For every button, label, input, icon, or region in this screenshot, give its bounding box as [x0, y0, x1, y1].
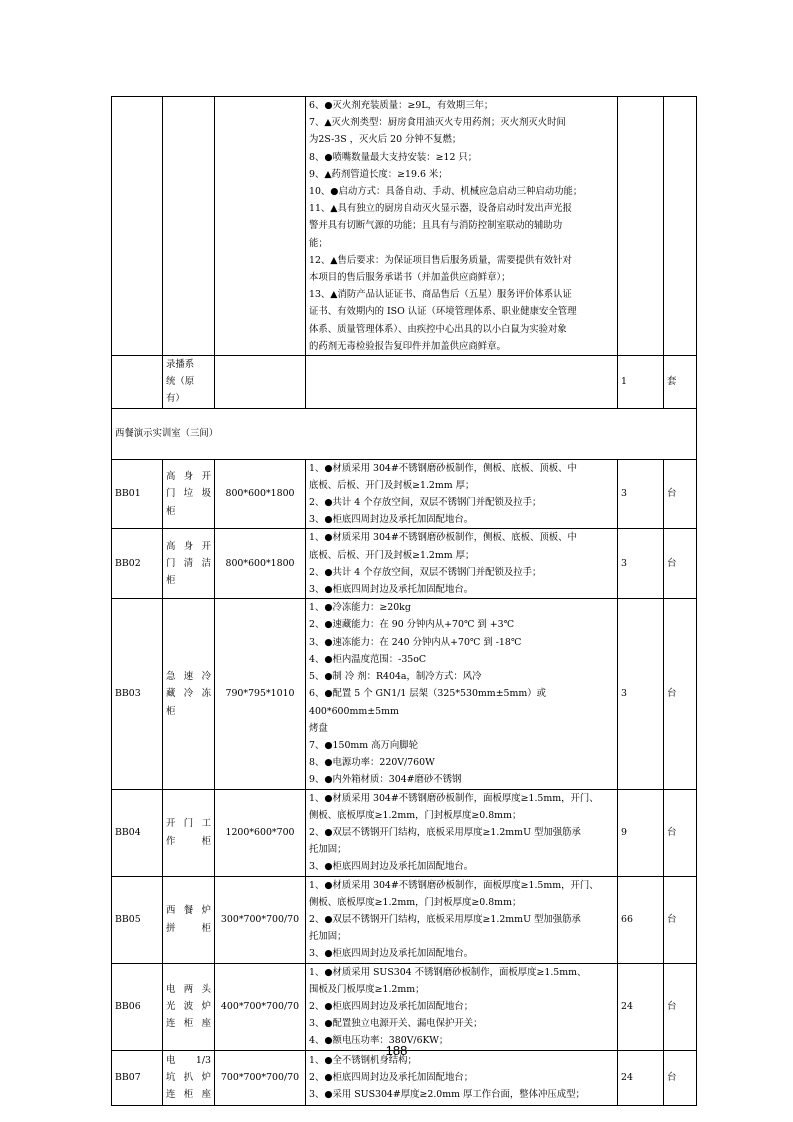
item-size-cell: 1200*600*700: [215, 789, 306, 876]
page-number: 188: [385, 1043, 408, 1058]
item-name-cell: [163, 789, 215, 876]
spec-line: 10、●启动方式：具备自动、手动、机械应急启动三种启动功能；: [309, 186, 583, 198]
name-line: 柜: [166, 705, 176, 717]
table-row: [112, 356, 697, 409]
spec-line: 3、●柜底四周封边及承托加固配地台。: [309, 584, 474, 596]
item-unit-cell: 台: [664, 599, 697, 789]
spec-line: 烤盘: [309, 722, 328, 734]
item-name-cell: [163, 459, 215, 529]
item-size-cell: 300*700*700/70: [215, 876, 306, 963]
item-qty-cell: 9: [618, 789, 664, 876]
name-line: 高身开: [166, 541, 211, 553]
spec-line: 底板、后板、开门及封板≥1.2mm 厚；: [309, 479, 475, 491]
spec-line: 1、●材质采用 SUS304 不锈钢磨砂板制作，面板厚度≥1.5mm、: [309, 966, 587, 978]
spec-line: 9、●内外箱材质：304#磨砂不锈钢: [309, 774, 462, 786]
spec-line: 体系、质量管理体系）、由疾控中心出具的以小白鼠为实验对象: [309, 323, 567, 335]
spec-line: 2、●柜底四周封边及承托加固配地台；: [309, 1071, 474, 1083]
spec-line: 4、●柜内温度范围：-35oC: [309, 653, 427, 665]
item-code-cell: [112, 97, 163, 356]
section-title: 西餐演示实训室（三间）: [112, 408, 697, 459]
item-code-cell: BB05: [112, 876, 163, 963]
item-code-cell: BB02: [112, 529, 163, 599]
table-row: [112, 1050, 697, 1105]
item-code-cell: BB07: [112, 1050, 163, 1105]
spec-line: 围板及门板厚度≥1.2mm；: [309, 983, 425, 995]
item-unit-cell: 台: [664, 963, 697, 1050]
name-line: 光波炉: [166, 1000, 211, 1012]
spec-line: 侧板、底板厚度≥1.2mm，门封板厚度≥0.8mm；: [309, 896, 522, 908]
table-row: [112, 876, 697, 963]
item-name-cell: [163, 97, 215, 356]
name-line: 录播系: [166, 359, 195, 371]
spec-line: 4、●额电压功率：380V/6KW；: [309, 1035, 449, 1047]
item-size-cell: 400*700*700/70: [215, 963, 306, 1050]
name-line: 柜: [166, 505, 176, 517]
item-unit-cell: 台: [664, 789, 697, 876]
name-line: 坑扒炉: [166, 1071, 211, 1083]
table-row: [112, 97, 697, 356]
name-line: 有）: [166, 393, 185, 405]
name-line: 门垃圾: [166, 488, 211, 500]
spec-line: 2、●共计 4 个存放空间，双层不锈钢门并配锁及拉手；: [309, 497, 542, 509]
spec-line: 12、▲售后要求：为保证项目售后服务质量，需要提供有效针对: [309, 254, 572, 266]
item-name-cell: [163, 963, 215, 1050]
spec-line: 3、●柜底四周封边及承托加固配地台。: [309, 861, 474, 873]
item-name-cell: [163, 356, 215, 409]
item-spec-cell: [306, 963, 618, 1050]
item-unit-cell: 台: [664, 529, 697, 599]
spec-line: 1、●材质采用 304#不锈钢磨砂板制作，侧板、底板、顶板、中: [309, 532, 577, 544]
spec-line: 2、●柜底四周封边及承托加固配地台；: [309, 1000, 474, 1012]
spec-line: 2、●共计 4 个存放空间，双层不锈钢门并配锁及拉手；: [309, 566, 542, 578]
item-qty-cell: 3: [618, 529, 664, 599]
item-unit-cell: 台: [664, 876, 697, 963]
spec-line: 3、●柜底四周封边及承托加固配地台。: [309, 514, 474, 526]
item-qty-cell: 24: [618, 1050, 664, 1105]
spec-line: 13、▲消防产品认证证书、商品售后（五星）服务评价体系认证: [309, 289, 572, 301]
item-qty-cell: 24: [618, 963, 664, 1050]
spec-line: 2、●速藏能力：在 90 分钟内从+70℃ 到 +3℃: [309, 619, 515, 631]
spec-line: 3、●柜底四周封边及承托加固配地台。: [309, 948, 474, 960]
name-line: 高身开: [166, 471, 211, 483]
item-name-cell: [163, 876, 215, 963]
name-line: 开门工: [166, 818, 211, 830]
item-code-cell: BB03: [112, 599, 163, 789]
spec-line: 8、●电源功率：220V/760W: [309, 757, 435, 769]
spec-line: 1、●材质采用 304#不锈钢磨砂板制作，面板厚度≥1.5mm，开门、: [309, 792, 599, 804]
item-size-cell: 800*600*1800: [215, 459, 306, 529]
item-spec-cell: [306, 459, 618, 529]
item-code-cell: BB06: [112, 963, 163, 1050]
item-spec-cell: [306, 599, 618, 789]
spec-line: 2、●双层不锈钢开门结构，底板采用厚度≥1.2mmU 型加强筋承: [309, 826, 581, 838]
spec-line: 9、▲药剂管道长度：≥19.6 米；: [309, 168, 448, 180]
name-line: 电 1/3: [166, 1054, 211, 1066]
spec-line: 5、●制 冷 剂：R404a，制冷方式：风冷: [309, 671, 482, 683]
item-code-cell: [112, 356, 163, 409]
name-line: 急速冷: [166, 671, 211, 683]
item-qty-cell: 3: [618, 459, 664, 529]
item-unit-cell: [664, 97, 697, 356]
spec-line: 侧板、底板厚度≥1.2mm，门封板厚度≥0.8mm；: [309, 809, 522, 821]
item-qty-cell: 1: [618, 356, 664, 409]
table-row: [112, 529, 697, 599]
spec-line: 证书、有效期内的 ISO 认证（环境管理体系、职业健康安全管理: [309, 306, 577, 318]
item-unit-cell: 台: [664, 1050, 697, 1105]
item-spec-cell: [306, 789, 618, 876]
item-name-cell: [163, 1050, 215, 1105]
item-size-cell: [215, 356, 306, 409]
spec-line: 8、●喷嘴数量最大支持安装：≥12 只；: [309, 151, 478, 163]
item-name-cell: [163, 529, 215, 599]
spec-line: 为2S-3S ，灭火后 20 分钟不复燃；: [309, 134, 462, 146]
item-spec-cell: [306, 1050, 618, 1105]
spec-line: 本项目的售后服务承诺书（并加盖供应商鲜章）；: [309, 272, 511, 284]
spec-line: 1、●全不锈钢机身结构；: [309, 1054, 417, 1066]
spec-line: 托加固；: [309, 931, 347, 943]
spec-line: 6、●灭火剂充装质量：≥9L，有效期三年；: [309, 100, 494, 111]
spec-line: 2、●双层不锈钢开门结构，底板采用厚度≥1.2mmU 型加强筋承: [309, 913, 581, 925]
spec-line: 11、▲具有独立的厨房自动灭火显示器，设备启动时发出声光报: [309, 203, 572, 215]
spec-line: 1、●材质采用 304#不锈钢磨砂板制作，面板厚度≥1.5mm，开门、: [309, 879, 599, 891]
item-unit-cell: 台: [664, 459, 697, 529]
item-spec-cell: [306, 876, 618, 963]
name-line: 拼柜: [166, 922, 211, 934]
spec-line: 7、●150mm 高万向脚轮: [309, 739, 419, 751]
name-line: 电两头: [166, 983, 211, 995]
spec-line: 3、●配置独立电源开关、漏电保护开关；: [309, 1018, 483, 1030]
spec-line: 1、●冷冻能力：≥20kg: [309, 602, 411, 614]
item-size-cell: 790*795*1010: [215, 599, 306, 789]
item-name-cell: [163, 599, 215, 789]
item-spec-cell: [306, 97, 618, 356]
item-qty-cell: 66: [618, 876, 664, 963]
spec-line: 1、●材质采用 304#不锈钢磨砂板制作，侧板、底板、顶板、中: [309, 462, 577, 474]
table-row: [112, 599, 697, 789]
name-line: 西餐炉: [166, 905, 211, 917]
spec-line: 7、▲灭火剂类型：厨房食用油灭火专用药剂；灭火剂灭火时间: [309, 117, 566, 129]
spec-line: 的药剂无毒检验报告复印件并加盖供应商鲜章。: [309, 340, 506, 352]
spec-line: 3、●采用 SUS304#厚度≥2.0mm 厚工作台面，整体冲压成型；: [309, 1089, 585, 1101]
name-line: 柜: [166, 575, 176, 587]
spec-line: 底板、后板、开门及封板≥1.2mm 厚；: [309, 549, 475, 561]
name-line: 连柜座: [166, 1089, 211, 1101]
item-qty-cell: 3: [618, 599, 664, 789]
item-size-cell: 700*700*700/70: [215, 1050, 306, 1105]
table-row: [112, 408, 697, 459]
name-line: 统（原: [166, 376, 195, 388]
item-unit-cell: 套: [664, 356, 697, 409]
name-line: 作柜: [166, 835, 211, 847]
item-spec-cell: [306, 529, 618, 599]
item-code-cell: BB04: [112, 789, 163, 876]
item-qty-cell: [618, 97, 664, 356]
item-code-cell: BB01: [112, 459, 163, 529]
spec-line: 6、●配置 5 个 GN1/1 层架（325*530mm±5mm）或 400*600mm±5mm: [309, 688, 547, 717]
table-row: [112, 459, 697, 529]
item-spec-cell: [306, 356, 618, 409]
spec-line: 能；: [309, 237, 328, 249]
item-size-cell: 800*600*1800: [215, 529, 306, 599]
table-row: [112, 789, 697, 876]
equipment-spec-table: [111, 96, 697, 1106]
spec-line: 托加固；: [309, 844, 347, 856]
spec-line: 警并具有切断气源的功能；且具有与消防控制室联动的辅助功: [309, 220, 563, 232]
spec-line: 3、●速冻能力：在 240 分钟内从+70℃ 到 -18℃: [309, 636, 522, 648]
name-line: 连柜座: [166, 1018, 211, 1030]
item-size-cell: [215, 97, 306, 356]
name-line: 藏冷冻: [166, 688, 211, 700]
table-row: [112, 963, 697, 1050]
name-line: 门清洁: [166, 558, 211, 570]
